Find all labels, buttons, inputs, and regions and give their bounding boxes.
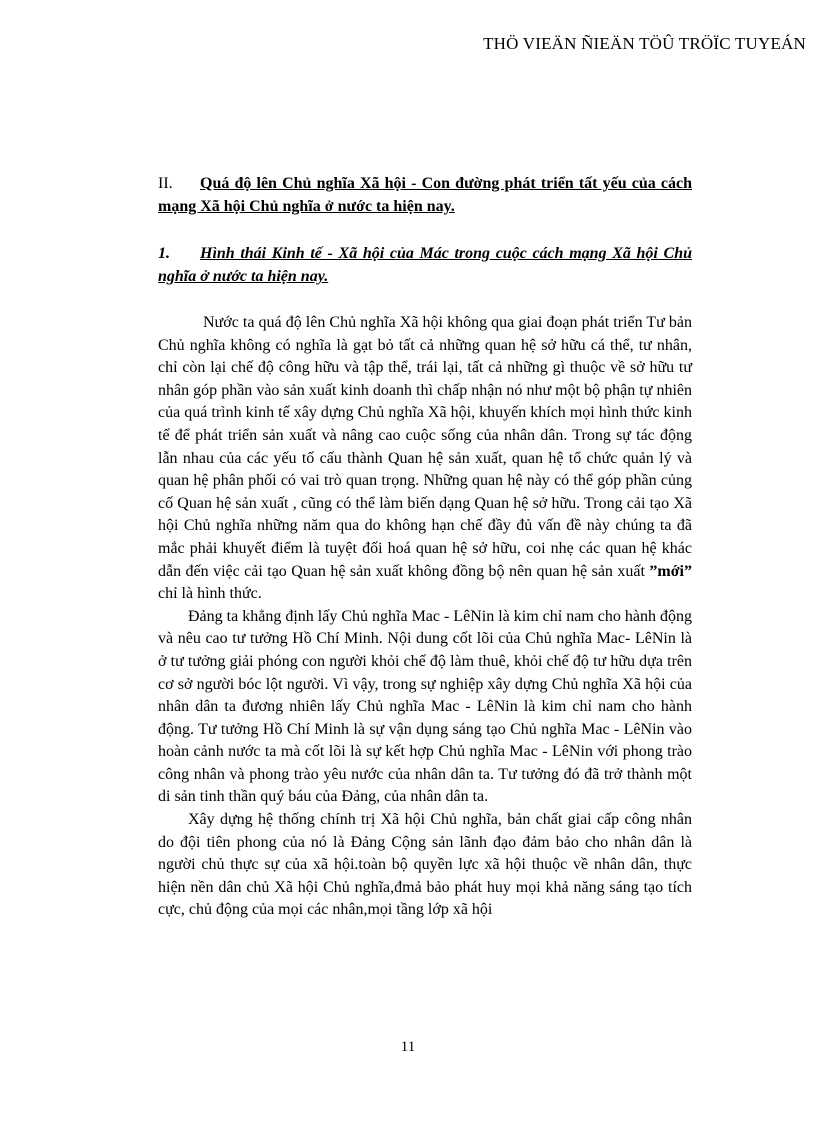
page-number: 11 <box>400 1039 416 1055</box>
section-heading <box>158 172 692 218</box>
paragraph-1-text: Nước ta quá độ lên Chủ nghĩa Xã hội không qua giai đoạn phát triển Tư bản Chủ nghĩa không có nghĩa là gạt bỏ tất cả những quan hệ sở hữu cá thể, tư nhân, chỉ còn lại chế độ công hữu và tập thể, trái lại, tất cả những gì thuộc về sở hữu tư nhân góp phần vào sản xuất kinh doanh thì chấp nhận nó như một bộ phận tự nhiên của quá trình kinh tế xây dựng Chủ nghĩa Xã hội, khuyến khích mọi hình thức kinh tế để phát triển sản xuất và nâng cao cuộc sống của nhân dân. Trong sự tác động lẫn nhau của các yếu tố cấu thành Quan hệ sản xuất, quan hệ tổ chức quản lý và quan hệ phân phối có vai trò quan trọng. Những quan hệ này có thể góp phần củng cố Quan hệ sản xuất , cũng có thể làm biến dạng Quan hệ sở hữu. Trong cải tạo Xã hội Chủ nghĩa những năm qua do không hạn chế đầy đủ vấn đề này chúng ta đã mắc phải khuyết điểm là tuyệt đối hoá quan hệ sở hữu, coi nhẹ các quan hệ khác dẫn đến việc cải tạo Quan hệ sản xuất không đồng bộ nên quan hệ sản xuất <box>158 314 692 580</box>
paragraph-1-end: chỉ là hình thức. <box>158 585 262 603</box>
paragraph-1-emphasis: ”mới” <box>649 562 692 580</box>
paragraph-2: Đảng ta khẳng định lấy Chủ nghĩa Mac - LêNin là kim chỉ nam cho hành động và nêu cao tư tưởng Hồ Chí Minh. Nội dung cốt lõi của Chủ nghĩa Mac- LêNin là ở tư tưởng giải phóng con người khỏi chế độ làm thuê, khỏi chế độ tư hữu dựa trên cơ sở người bóc lột người. Vì vậy, trong sự nghiệp xây dựng Chủ nghĩa Xã hội của nhân dân ta đương nhiên lấy Chủ nghĩa Mac - LêNin là kim chỉ nam cho hành động. Tư tưởng Hồ Chí Minh là sự vận dụng sáng tạo Chủ nghĩa Mac - LêNin vào hoàn cảnh nước ta mà cốt lõi là sự kết hợp Chủ nghĩa Mac - LêNin với phong trào công nhân và phong trào yêu nước của nhân dân ta. Tư tưởng đó đã trở thành một di sản tinh thần quý báu của Đảng, của nhân dân ta. <box>158 607 692 806</box>
subsection-number: 1. <box>158 245 170 262</box>
paragraph-1 <box>158 312 692 606</box>
section-title: Quá độ lên Chủ nghĩa Xã hội - Con đường phát triển tất yếu của cách mạng Xã hội Chủ nghĩa ở nước ta hiện nay. <box>158 175 692 215</box>
subsection-title: Hình thái Kinh tế - Xã hội của Mác trong cuộc cách mạng Xã hội Chủ nghĩa ở nước ta hiện nay. <box>158 245 692 285</box>
subsection-heading <box>158 242 692 288</box>
section-number: II. <box>158 175 173 192</box>
page-content <box>158 172 692 922</box>
paragraph-3: Xây dựng hệ thống chính trị Xã hội Chủ nghĩa, bản chất giai cấp công nhân do đội tiên phong của nó là Đảng Cộng sản lãnh đạo đảm bảo cho nhân dân là người chủ thực sự của xã hội.toàn bộ quyền lực xã hội thuộc về nhân dân, thực hiện nền dân chủ Xã hội Chủ nghĩa,đmả bảo phát huy mọi khả năng sáng tạo tích cực, chủ động của mọi các nhân,mọi tầng lớp xã hội <box>158 811 692 919</box>
running-header: THÖ VIEÄN ÑIEÄN TÖÛ TRÖÏC TUYEÁN <box>483 34 806 53</box>
